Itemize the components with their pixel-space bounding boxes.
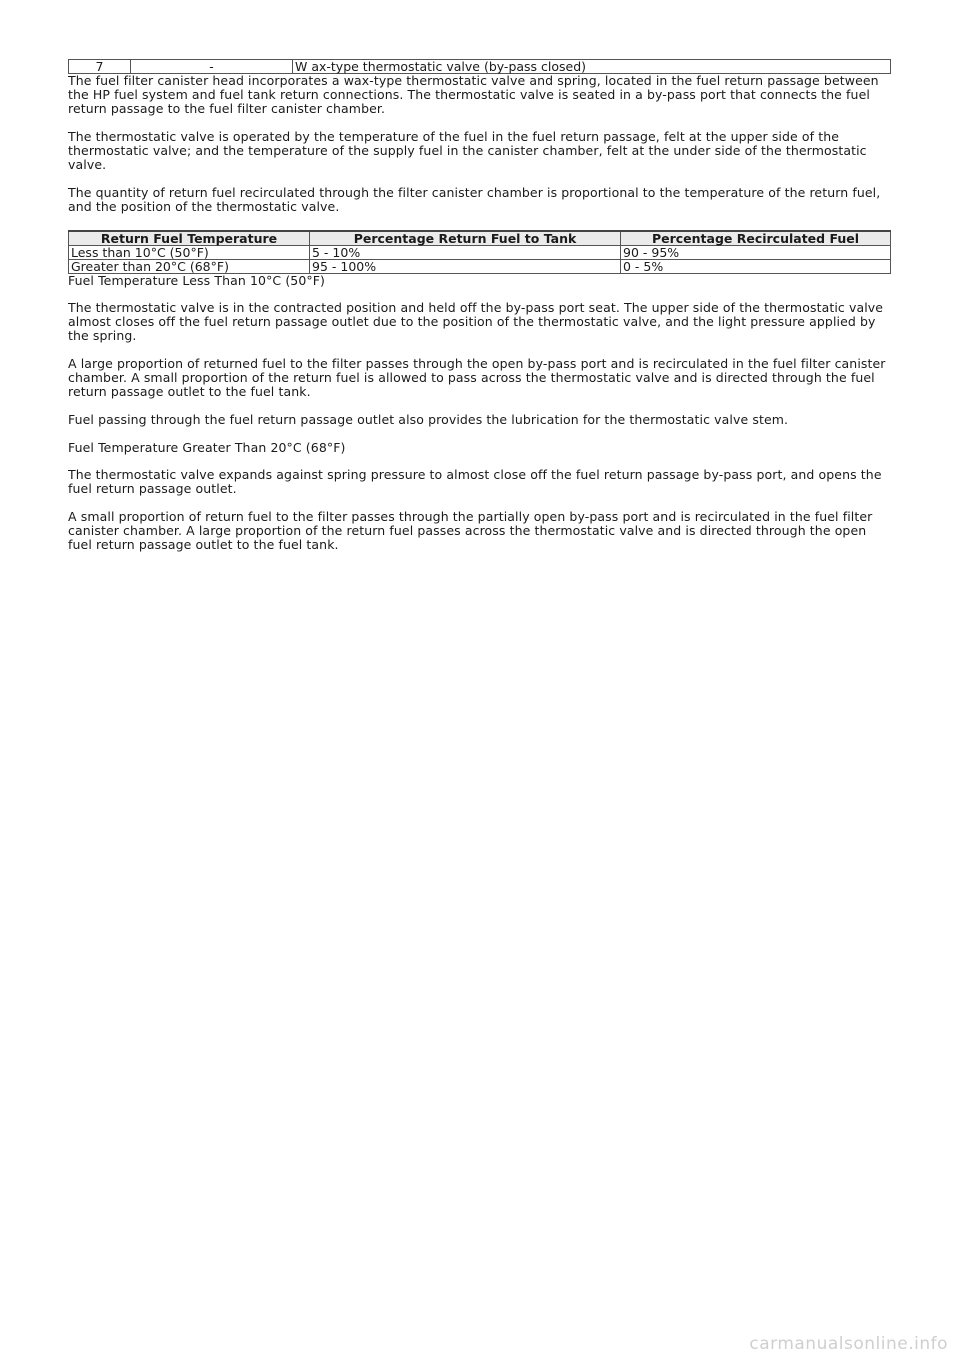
component-table — [68, 59, 891, 74]
table-row — [69, 260, 891, 274]
return-fuel-table — [68, 230, 891, 274]
section-heading-high-temp: Fuel Temperature Greater Than 20°C (68°F) — [68, 440, 346, 455]
watermark: carmanualsonline.info — [749, 1334, 948, 1354]
low-temp-paragraph-1: The thermostatic valve is in the contracted position and held off the by-pass port seat. The upper side of the thermostatic valve almost closes off the fuel return passage outlet due to the position of the thermostatic valve, and the light pressure applied by the spring. — [68, 300, 884, 343]
table-cell: 0 - 5% — [621, 260, 891, 274]
header-percentage-recirculated: Percentage Recirculated Fuel — [621, 231, 891, 246]
document-page — [68, 0, 891, 566]
component-index: 7 — [69, 60, 131, 74]
low-temp-paragraph-2: A large proportion of returned fuel to the filter passes through the open by-pass port and is recirculated in the fuel filter canister chamber. A small proportion of the return fuel is allowed to pass across the thermostatic valve and is directed through the fuel return passage outlet to the fuel tank. — [68, 356, 886, 399]
intro-paragraph-3: The quantity of return fuel recirculated through the filter canister chamber is proportional to the temperature of the return fuel, and the position of the thermostatic valve. — [68, 185, 881, 214]
header-percentage-to-tank: Percentage Return Fuel to Tank — [310, 231, 621, 246]
table-cell: Less than 10°C (50°F) — [69, 246, 310, 260]
low-temp-paragraph-3: Fuel passing through the fuel return passage outlet also provides the lubrication for the thermostatic valve stem. — [68, 412, 789, 427]
component-code: - — [131, 60, 293, 74]
table-cell: 5 - 10% — [310, 246, 621, 260]
table-cell: Greater than 20°C (68°F) — [69, 260, 310, 274]
high-temp-paragraph-2: A small proportion of return fuel to the filter passes through the partially open by-pass port and is recirculated in the fuel filter canister chamber. A large proportion of the return fuel passes across the thermostatic valve and is directed through the open fuel return passage outlet to the fuel tank. — [68, 509, 873, 552]
table-cell: 95 - 100% — [310, 260, 621, 274]
table-row — [69, 60, 891, 74]
table-header-row — [69, 231, 891, 246]
component-description: W ax-type thermostatic valve (by-pass closed) — [293, 60, 891, 74]
intro-paragraph-2: The thermostatic valve is operated by the temperature of the fuel in the fuel return passage, felt at the upper side of the thermostatic valve; and the temperature of the supply fuel in the canister chamber, felt at the under side of the thermostatic valve. — [68, 129, 867, 172]
high-temp-paragraph-1: The thermostatic valve expands against spring pressure to almost close off the fuel return passage by-pass port, and opens the fuel return passage outlet. — [68, 467, 882, 496]
table-row — [69, 246, 891, 260]
table-cell: 90 - 95% — [621, 246, 891, 260]
header-return-fuel-temperature: Return Fuel Temperature — [69, 231, 310, 246]
intro-paragraph-1: The fuel filter canister head incorporates a wax-type thermostatic valve and spring, located in the fuel return passage between the HP fuel system and fuel tank return connections. The thermostatic valve is seated in a by-pass port that connects the fuel return passage to the fuel filter canister chamber. — [68, 73, 879, 116]
section-heading-low-temp: Fuel Temperature Less Than 10°C (50°F) — [68, 273, 326, 288]
